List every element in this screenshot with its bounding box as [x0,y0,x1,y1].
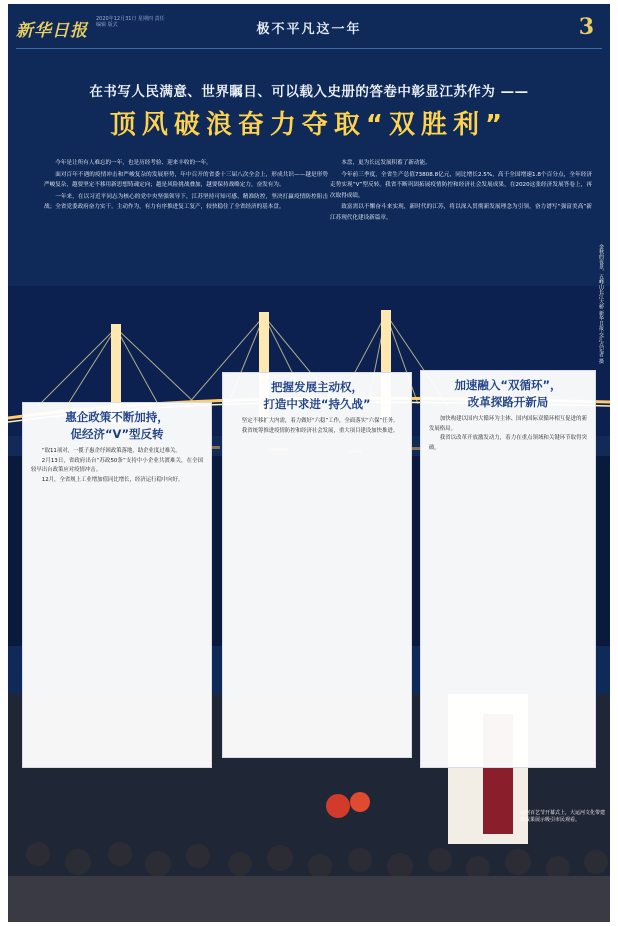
kicker: 在书写人民满意、世界瞩目、可以载入史册的答卷中彰显江苏作为 —— [89,84,529,100]
box-title-line: 把握发展主动权， [271,380,363,394]
intro-paragraph: 一年来，在以习近平同志为核心的党中央坚强领导下，江苏坚持可知可感、精准防控，坚决打赢疫情防控阻击战；全省党委政府奋力实干，主动作为，有力有序推进复工复产，较快稳住了全省经济的基本盘。 [44,193,328,211]
box-paragraph: 我省以改革开放激发动力，着力在重点领域和关键环节取得突破。 [429,435,587,452]
intro-paragraph: 面对百年不遇的疫情冲击和严峻复杂的发展形势，年中召开的省委十三届八次全会上，形成共识——越是形势严峻复杂，越要坚定不移用新思想铸魂定向；越是风险挑战叠加，越要保持战略定力，奋发有为。 [44,171,328,189]
box-title-line: 惠企政策不断加持， [65,410,169,424]
paper-logo: 新华日报 [16,21,88,41]
paper-meta: 2020年12月31日 星期四 责任编辑 版式 [96,16,165,28]
newspaper-page [8,4,610,922]
page-number: 3 [578,14,594,40]
intro-column-left [44,158,328,214]
box-title [231,379,403,413]
intro-paragraph: 今年是让所有人难忘的一年，也是历经考验、迎来丰收的一年。 [55,160,212,166]
box-title-line: 改革探路开新局 [467,395,549,409]
box-paragraph: 12月，全省规上工业增加值同比增长，经济运行稳中向好。 [41,477,184,484]
box-title-line: 打造中求进“持久战” [263,397,371,411]
intro-column-right [330,158,592,225]
article-box-circulation [420,370,596,768]
article-box-initiative [222,372,412,758]
article-box-policy [22,402,212,768]
intro-paragraph: 今年前三季度，全省生产总值73808.8亿元，同比增长2.5%，高于全国增速1.8个百分点，全年经济走势实现“V”型反转。我省不断巩固拓展疫情防控和经济社会发展成果，在2020这张经济发展答卷上，再次取得成绩。 [330,171,592,199]
intro-paragraph: 致富需以不懈奋斗来实现，新时代的江苏，将以深入贯彻新发展理念为引领，奋力谱写“强富美高”新江苏现代化建设新篇章。 [330,204,592,221]
photo-caption: 金秋的夜景，五峰山长江大桥 新华日报·交汇点记者 摄 [598,244,604,364]
section-title: 极不平凡这一年 [256,22,362,37]
box-paragraph: 2月13日，省政府出台“苏政50条”支持中小企业共渡难关，在全国较早出台政策应对疫情冲击。 [31,457,203,474]
box-title [429,377,587,411]
intro-paragraph: 本盘，更为长远发展积蓄了新动能。 [341,160,431,166]
box-paragraph: “取11项对，一揽子惠企纾困政策落地，助企业度过难关。 [41,448,181,454]
masthead-rule [16,48,602,49]
headline: 顶风破浪奋力夺取“双胜利” [109,110,509,140]
box-title-line: 加速融入“双循环”， [454,378,562,392]
box-paragraph: 加快构建以国内大循环为主体、国内国际双循环相互促进的新发展格局。 [429,416,587,432]
box-title [31,409,203,443]
box-paragraph: 坚定不移扩大内需，着力做好“六稳”工作，全面落实“六保”任务。 [241,418,399,424]
crowd-photo-caption: 运河百艺节开幕式上，大运河文化带建设成果展示吸引市民观看。 [520,810,606,823]
box-title-line: 促经济“V”型反转 [70,427,164,441]
box-paragraph: 我省统筹推进疫情防控和经济社会发展，重大项目建设加快推进。 [241,427,399,434]
